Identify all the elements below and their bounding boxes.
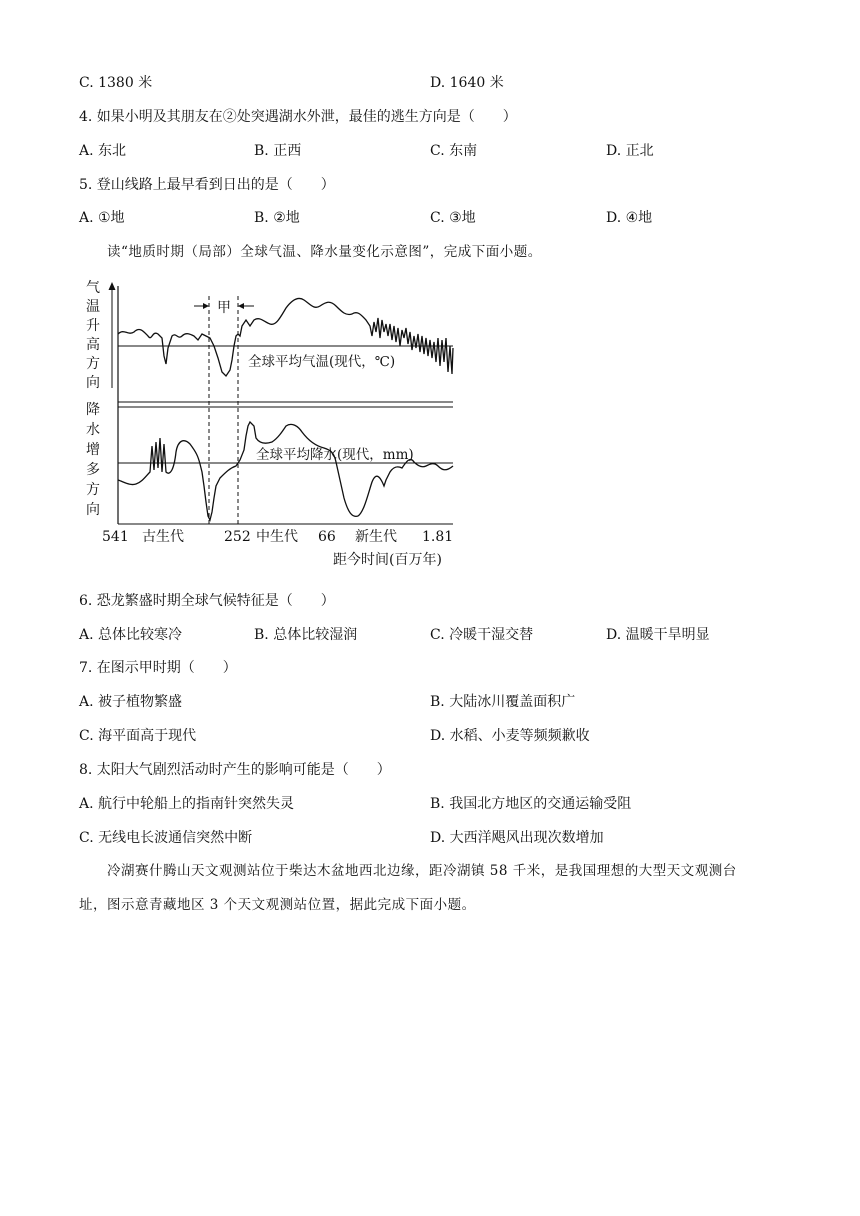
- x-tick-label: 中生代: [256, 529, 298, 545]
- climate-figure: [80, 276, 470, 576]
- q6-option-b[interactable]: B. 总体比较湿润: [254, 627, 358, 643]
- q7-option-c[interactable]: C. 海平面高于现代: [79, 728, 197, 744]
- svg-text:气温升高方向: 气温升高方向: [86, 280, 100, 391]
- q5-option-a[interactable]: A. ①地: [79, 210, 125, 226]
- climate-figure-svg: [80, 276, 470, 576]
- q4-option-d[interactable]: D. 正北: [606, 143, 654, 159]
- x-axis-ticks: [102, 528, 453, 545]
- q6-option-a[interactable]: A. 总体比较寒冷: [79, 627, 183, 643]
- jia-marker: [194, 300, 254, 316]
- temp-axis-label: [86, 280, 100, 391]
- svg-text:甲: 甲: [217, 300, 231, 316]
- q6-option-c[interactable]: C. 冷暖干湿交替: [430, 627, 534, 643]
- q8-stem: 8. 太阳大气剧烈活动时产生的影响可能是（ ）: [79, 762, 391, 778]
- q5-option-d[interactable]: D. ④地: [606, 210, 653, 226]
- x-axis-title: 距今时间(百万年): [333, 552, 442, 568]
- precipitation-curve: [118, 422, 453, 520]
- x-tick-label: 新生代: [355, 529, 397, 545]
- x-tick-label: 66: [318, 529, 336, 545]
- figure-intro: 读“地质时期（局部）全球气温、降水量变化示意图”，完成下面小题。: [107, 244, 542, 260]
- x-tick-label: 252: [224, 529, 251, 545]
- observatory-intro-line1: 冷湖赛什腾山天文观测站位于柴达木盆地西北边缘，距冷湖镇 58 千米，是我国理想的大型天文观测台: [107, 863, 737, 879]
- observatory-intro-line2: 址，图示意青藏地区 3 个天文观测站位置，据此完成下面小题。: [79, 897, 476, 913]
- q8-option-b[interactable]: B. 我国北方地区的交通运输受阻: [430, 796, 632, 812]
- q5-option-b[interactable]: B. ②地: [254, 210, 300, 226]
- x-tick-label: 古生代: [142, 529, 184, 545]
- precip-axis-label: [86, 402, 100, 518]
- x-tick-label: 1.81: [422, 529, 454, 545]
- q5-option-c[interactable]: C. ③地: [430, 210, 476, 226]
- q3-option-c[interactable]: C. 1380 米: [79, 75, 153, 91]
- q4-option-c[interactable]: C. 东南: [430, 143, 478, 159]
- q7-option-b[interactable]: B. 大陆冰川覆盖面积广: [430, 694, 576, 710]
- q3-option-d[interactable]: D. 1640 米: [430, 75, 504, 91]
- temp-axis-arrow: [109, 282, 116, 388]
- temp-reference-label: 全球平均气温(现代，℃): [248, 354, 396, 370]
- q7-option-a[interactable]: A. 被子植物繁盛: [79, 694, 183, 710]
- q5-stem: 5. 登山线路上最早看到日出的是（ ）: [79, 177, 335, 193]
- q8-option-a[interactable]: A. 航行中轮船上的指南针突然失灵: [79, 796, 295, 812]
- q8-option-d[interactable]: D. 大西洋飓风出现次数增加: [430, 830, 604, 846]
- q4-option-a[interactable]: A. 东北: [79, 143, 127, 159]
- q7-stem: 7. 在图示甲时期（ ）: [79, 660, 237, 676]
- q6-option-d[interactable]: D. 温暖干旱明显: [606, 627, 710, 643]
- q7-option-d[interactable]: D. 水稻、小麦等频频歉收: [430, 728, 590, 744]
- q8-option-c[interactable]: C. 无线电长波通信突然中断: [79, 830, 253, 846]
- q4-stem: 4. 如果小明及其朋友在②处突遇湖水外泄，最佳的逃生方向是（ ）: [79, 109, 517, 125]
- q4-option-b[interactable]: B. 正西: [254, 143, 302, 159]
- precip-reference-label: 全球平均降水(现代，mm): [256, 447, 414, 463]
- x-tick-label: 541: [102, 529, 129, 545]
- q6-stem: 6. 恐龙繁盛时期全球气候特征是（ ）: [79, 593, 335, 609]
- svg-text:降水增多方向: 降水增多方向: [86, 402, 100, 518]
